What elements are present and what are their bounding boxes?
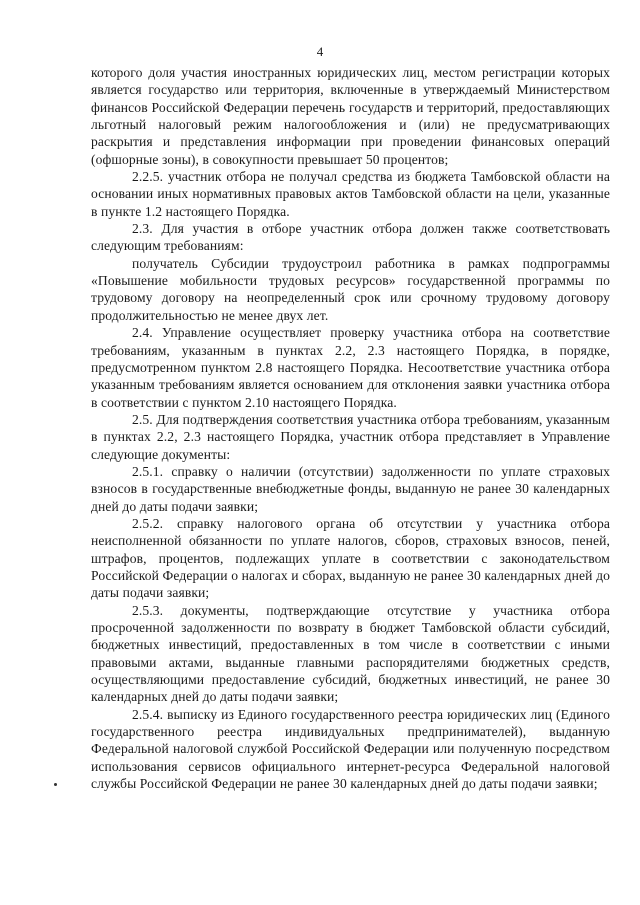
paragraph-2-5: 2.5. Для подтверждения соответствия участника отбора требованиям, указанным в пунктах 2.2, 2.3 настоящего Порядка, участник отбора представляет в Управление следующие документы: (91, 411, 610, 462)
document-body (91, 64, 610, 792)
paragraph-2-4: 2.4. Управление осуществляет проверку участника отбора на соответствие требованиям, указанным в пунктах 2.2, 2.3 настоящего Порядка, в порядке, предусмотренном пунктом 2.8 настоящего Порядка. Несоответствие участника отбора указанным требованиям является основанием для отклонения заявки участника отбора в соответствии с пунктом 2.10 настоящего Порядка. (91, 325, 610, 410)
scan-dot-mark (54, 783, 57, 786)
paragraph-2-5-2: 2.5.2. справку налогового органа об отсутствии у участника отбора неисполненной обязанности по уплате налогов, сборов, страховых взносов, пеней, штрафов, процентов, подлежащих уплате в соответствии с законодательством Российской Федерации о налогах и сборах, выданную не ранее 30 календарных дней до даты подачи заявки; (91, 515, 610, 601)
paragraph-2-2-5: 2.2.5. участник отбора не получал средства из бюджета Тамбовской области на основании иных нормативных правовых актов Тамбовской области на цели, указанные в пункте 1.2 настоящего Порядка. (91, 169, 610, 219)
paragraph-2-3: 2.3. Для участия в отборе участник отбора должен также соответствовать следующим требованиям: (91, 221, 610, 254)
paragraph-2-5-3: 2.5.3. документы, подтверждающие отсутствие у участника отбора просроченной задолженности по возврату в бюджет Тамбовской области субсидий, бюджетных инвестиций, предоставленных в том числе в соответствии с иными правовыми актами, выданные главными распорядителями бюджетных средств, осуществляющими предоставление субсидий, бюджетных инвестиций, не ранее 30 календарных дней до даты подачи заявки; (91, 602, 610, 705)
paragraph-requirement: получатель Субсидии трудоустроил работника в рамках подпрограммы «Повышение мобильности трудовых ресурсов» государственной программы по трудовому договору на неопределенный срок или срочному трудовому договору продолжительностью не менее двух лет. (91, 255, 610, 323)
paragraph-2-5-4: 2.5.4. выписку из Единого государственного реестра юридических лиц (Единого государственного реестра индивидуальных предпринимателей), выданную Федеральной налоговой службой Российской Федерации или полученную посредством использования сервисов официального интернет-ресурса Федеральной налоговой службы Российской Федерации не ранее 30 календарных дней до даты подачи заявки; (91, 706, 610, 792)
paragraph-continuation: которого доля участия иностранных юридических лиц, местом регистрации которых является государство или территория, включенные в утверждаемый Министерством финансов Российской Федерации перечень государств и территорий, предоставляющих льготный налоговый режим налогообложения и (или) не предусматривающих раскрытия и представления информации при проведении финансовых операций (офшорные зоны), в совокупности превышает 50 процентов; (91, 65, 610, 167)
page-number: 4 (316, 44, 324, 59)
paragraph-2-5-1: 2.5.1. справку о наличии (отсутствии) задолженности по уплате страховых взносов в государственные внебюджетные фонды, выданную не ранее 30 календарных дней до даты подачи заявки; (91, 463, 610, 514)
